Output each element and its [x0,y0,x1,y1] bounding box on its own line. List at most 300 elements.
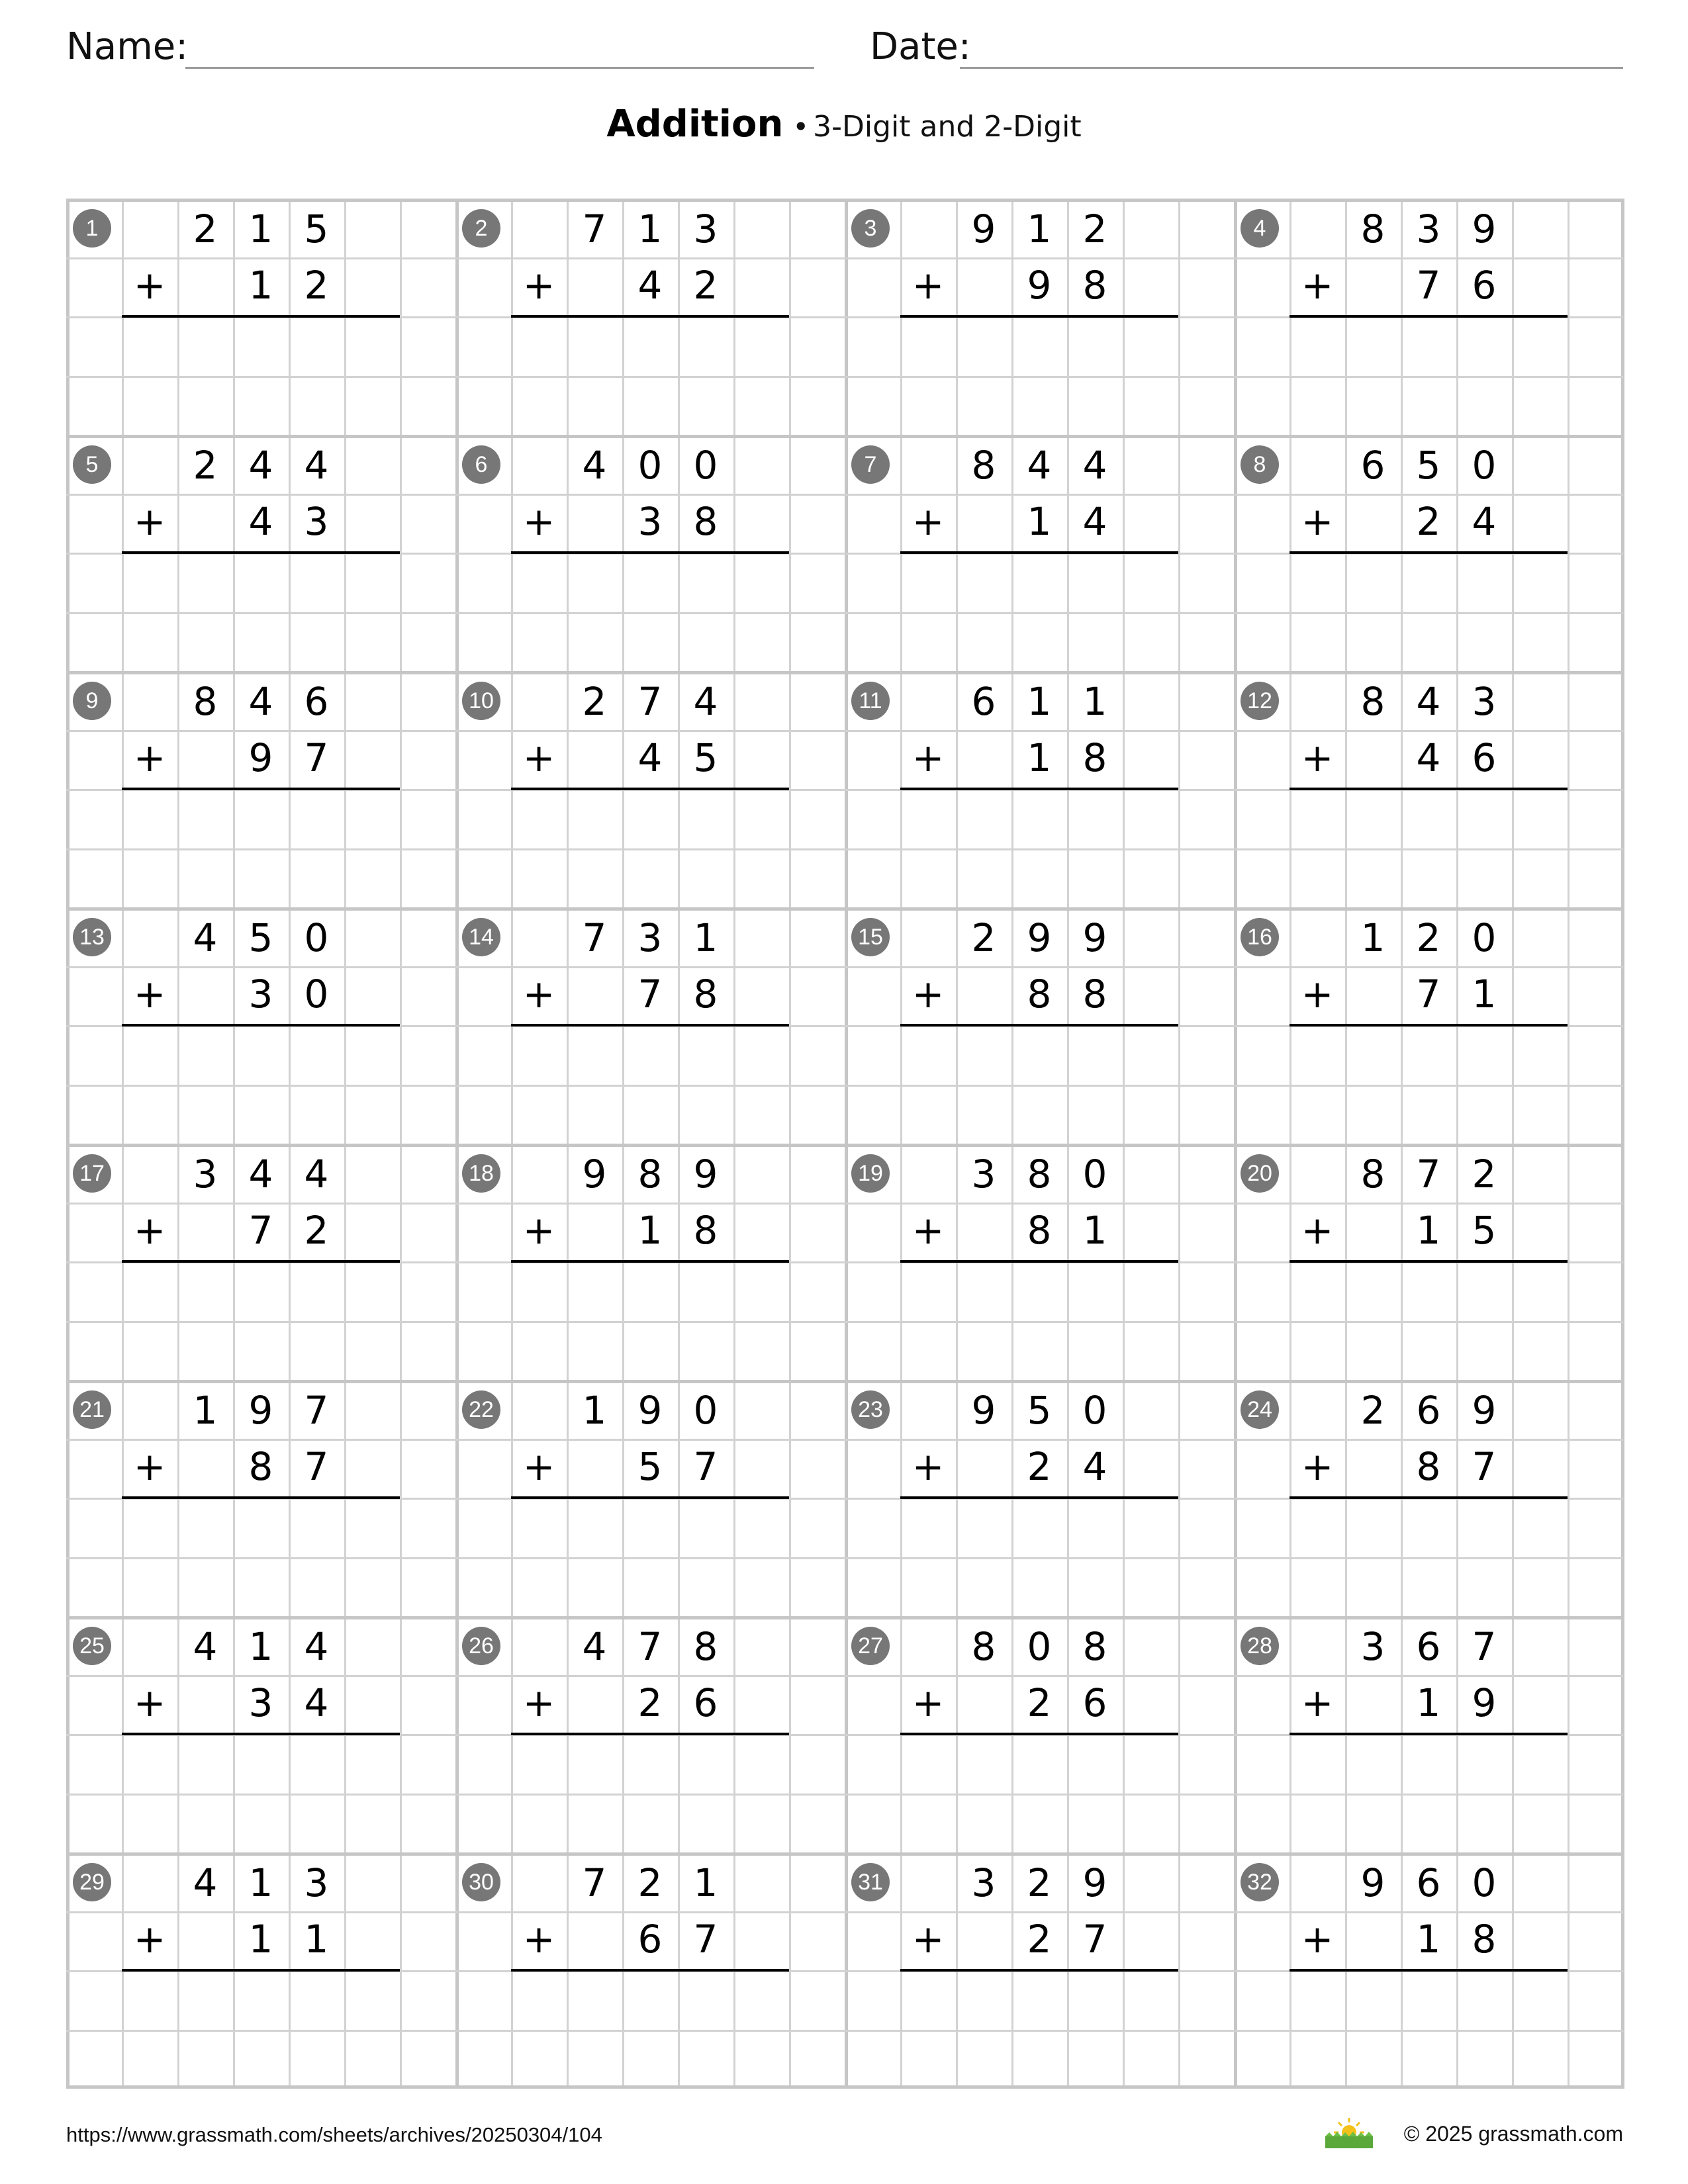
name-label: Name: [66,25,189,68]
bottom-addend-digit: 9 [1027,263,1052,308]
problem-28 [1234,1616,1623,1852]
top-addend-digit: 3 [637,915,663,960]
sum-line [900,315,1178,318]
problem-number-badge: 17 [73,1154,111,1193]
bottom-addend-digit: 6 [1472,735,1497,780]
answer-area[interactable] [900,1264,1178,1377]
top-addend-digit: 8 [971,1624,996,1669]
top-addend-digit: 9 [1360,1860,1385,1905]
plus-sign: + [1301,1208,1334,1253]
top-addend-digit: 4 [248,443,273,488]
bottom-addend-digit: 3 [248,1680,273,1725]
problem-number-badge: 19 [851,1154,890,1193]
top-addend-digit: 6 [1416,1624,1441,1669]
top-addend-digit: 1 [582,1388,607,1433]
bottom-addend-digit: 7 [1472,1444,1497,1489]
answer-area[interactable] [122,555,400,668]
top-addend-digit: 2 [1472,1152,1497,1197]
top-addend-digit: 4 [1082,443,1107,488]
top-addend-digit: 1 [248,1860,273,1905]
top-addend-digit: 9 [1082,1860,1107,1905]
bottom-addend-digit: 7 [304,1444,329,1489]
problem-29 [66,1852,455,2089]
problem-number-badge: 26 [462,1627,500,1665]
bottom-addend-digit: 8 [693,1208,718,1253]
bottom-addend-digit: 8 [1082,263,1107,308]
sum-line [122,1969,400,1972]
top-addend-digit: 2 [637,1860,663,1905]
answer-area[interactable] [900,555,1178,668]
bottom-addend-digit: 7 [1416,263,1441,308]
top-addend-digit: 0 [1027,1624,1052,1669]
answer-area[interactable] [1289,319,1568,432]
problem-19 [845,1144,1234,1380]
top-addend-digit: 4 [304,1152,329,1197]
problem-18 [455,1144,845,1380]
top-addend-digit: 4 [582,443,607,488]
bottom-addend-digit: 7 [304,735,329,780]
sum-line [1289,315,1568,318]
answer-area[interactable] [511,1737,789,1849]
problem-number-badge: 30 [462,1863,500,1901]
answer-area[interactable] [1289,1973,1568,2085]
top-addend-digit: 4 [1416,679,1441,724]
sum-line [1289,1496,1568,1499]
problem-number-badge: 16 [1241,918,1279,956]
sum-line [1289,1024,1568,1026]
problem-number-badge: 32 [1241,1863,1279,1901]
bottom-addend-digit: 4 [304,1680,329,1725]
bottom-addend-digit: 2 [1027,1917,1052,1962]
top-addend-digit: 4 [193,1860,218,1905]
problem-8 [1234,435,1623,671]
bottom-addend-digit: 3 [304,499,329,544]
bottom-addend-digit: 5 [693,735,718,780]
problem-17 [66,1144,455,1380]
answer-area[interactable] [1289,1737,1568,1849]
top-addend-digit: 1 [248,1624,273,1669]
plus-sign: + [1301,263,1334,308]
top-addend-digit: 3 [1416,206,1441,251]
plus-sign: + [133,1917,166,1962]
top-addend-digit: 4 [193,1624,218,1669]
bottom-addend-digit: 4 [1082,1444,1107,1489]
sum-line [900,1024,1178,1026]
top-addend-digit: 8 [193,679,218,724]
top-addend-digit: 4 [248,1152,273,1197]
bottom-addend-digit: 8 [1416,1444,1441,1489]
top-addend-digit: 9 [1472,206,1497,251]
answer-area[interactable] [900,319,1178,432]
top-addend-digit: 1 [248,206,273,251]
problem-number-badge: 28 [1241,1627,1279,1665]
problem-2 [455,199,845,435]
answer-area[interactable] [511,792,789,904]
bottom-addend-digit: 7 [637,972,663,1017]
problem-number-badge: 14 [462,918,500,956]
top-addend-digit: 4 [1027,443,1052,488]
sum-line [122,1733,400,1735]
sum-line [900,1496,1178,1499]
answer-area[interactable] [511,1264,789,1377]
bottom-addend-digit: 2 [637,1680,663,1725]
problem-12 [1234,671,1623,907]
top-addend-digit: 5 [1027,1388,1052,1433]
answer-area[interactable] [511,1500,789,1613]
bottom-addend-digit: 8 [1027,972,1052,1017]
answer-area[interactable] [122,792,400,904]
sum-line [900,1733,1178,1735]
top-addend-digit: 0 [637,443,663,488]
top-addend-digit: 1 [637,206,663,251]
top-addend-digit: 0 [1082,1152,1107,1197]
top-addend-digit: 7 [1472,1624,1497,1669]
problem-32 [1234,1852,1623,2089]
answer-area[interactable] [900,1028,1178,1140]
top-addend-digit: 6 [1416,1860,1441,1905]
problem-number-badge: 25 [73,1627,111,1665]
top-addend-digit: 8 [1360,679,1385,724]
top-addend-digit: 2 [1082,206,1107,251]
problem-9 [66,671,455,907]
plus-sign: + [1301,1444,1334,1489]
bottom-addend-digit: 1 [248,1917,273,1962]
sum-line [1289,1733,1568,1735]
top-addend-digit: 4 [693,679,718,724]
sum-line [511,1260,789,1263]
plus-sign: + [912,972,945,1017]
bottom-addend-digit: 7 [248,1208,273,1253]
top-addend-digit: 6 [971,679,996,724]
worksheet-title [0,103,1688,146]
top-addend-digit: 8 [1360,1152,1385,1197]
bottom-addend-digit: 1 [1416,1680,1441,1725]
problem-number-badge: 9 [73,682,111,720]
answer-area[interactable] [1289,1264,1568,1377]
problem-number-badge: 5 [73,445,111,484]
problem-31 [845,1852,1234,2089]
bottom-addend-digit: 1 [1027,735,1052,780]
top-addend-digit: 6 [304,679,329,724]
problem-grid [66,199,1623,2089]
problem-number-badge: 3 [851,209,890,248]
top-addend-digit: 6 [1360,443,1385,488]
top-addend-digit: 0 [1472,1860,1497,1905]
problem-number-badge: 18 [462,1154,500,1193]
top-addend-digit: 0 [693,443,718,488]
problem-number-badge: 12 [1241,682,1279,720]
bottom-addend-digit: 7 [1082,1917,1107,1962]
answer-area[interactable] [122,1264,400,1377]
bottom-addend-digit: 5 [637,1444,663,1489]
top-addend-digit: 3 [971,1860,996,1905]
answer-area[interactable] [511,319,789,432]
bottom-addend-digit: 7 [693,1917,718,1962]
bottom-addend-digit: 6 [693,1680,718,1725]
top-addend-digit: 3 [1360,1624,1385,1669]
name-line[interactable] [185,67,814,69]
top-addend-digit: 1 [1082,679,1107,724]
problem-number-badge: 2 [462,209,500,248]
bottom-addend-digit: 2 [304,263,329,308]
plus-sign: + [133,972,166,1017]
answer-area[interactable] [900,1973,1178,2085]
sum-line [122,551,400,554]
plus-sign: + [912,263,945,308]
problem-21 [66,1380,455,1616]
problem-5 [66,435,455,671]
date-line[interactable] [960,67,1623,69]
answer-area[interactable] [900,1500,1178,1613]
top-addend-digit: 5 [1416,443,1441,488]
bottom-addend-digit: 2 [304,1208,329,1253]
top-addend-digit: 3 [193,1152,218,1197]
problem-6 [455,435,845,671]
problem-number-badge: 6 [462,445,500,484]
top-addend-digit: 5 [248,915,273,960]
problem-4 [1234,199,1623,435]
problem-number-badge: 21 [73,1390,111,1429]
top-addend-digit: 7 [637,1624,663,1669]
top-addend-digit: 0 [1472,443,1497,488]
problem-number-badge: 10 [462,682,500,720]
top-addend-digit: 2 [1360,1388,1385,1433]
bottom-addend-digit: 0 [304,972,329,1017]
problem-11 [845,671,1234,907]
top-addend-digit: 7 [637,679,663,724]
sum-line [511,315,789,318]
plus-sign: + [912,1917,945,1962]
plus-sign: + [912,499,945,544]
top-addend-digit: 1 [1027,206,1052,251]
bottom-addend-digit: 1 [1082,1208,1107,1253]
problem-10 [455,671,845,907]
sum-line [511,1496,789,1499]
sum-line [900,551,1178,554]
plus-sign: + [133,499,166,544]
sum-line [511,1024,789,1026]
problem-number-badge: 31 [851,1863,890,1901]
sum-line [122,1260,400,1263]
problem-14 [455,907,845,1144]
bottom-addend-digit: 2 [1027,1444,1052,1489]
answer-area[interactable] [1289,555,1568,668]
problem-7 [845,435,1234,671]
top-addend-digit: 7 [1416,1152,1441,1197]
bottom-addend-digit: 4 [637,735,663,780]
bottom-addend-digit: 9 [1472,1680,1497,1725]
problem-24 [1234,1380,1623,1616]
plus-sign: + [133,263,166,308]
plus-sign: + [1301,1917,1334,1962]
problem-23 [845,1380,1234,1616]
bottom-addend-digit: 4 [248,499,273,544]
bottom-addend-digit: 5 [1472,1208,1497,1253]
top-addend-digit: 0 [304,915,329,960]
problem-number-badge: 8 [1241,445,1279,484]
bottom-addend-digit: 7 [693,1444,718,1489]
title-subtitle: 3-Digit and 2-Digit [813,110,1082,144]
bottom-addend-digit: 4 [1472,499,1497,544]
bottom-addend-digit: 4 [637,263,663,308]
sum-line [511,1969,789,1972]
top-addend-digit: 5 [304,206,329,251]
answer-area[interactable] [122,319,400,432]
top-addend-digit: 7 [582,1860,607,1905]
sum-line [1289,788,1568,790]
bottom-addend-digit: 8 [693,972,718,1017]
top-addend-digit: 9 [248,1388,273,1433]
top-addend-digit: 9 [1027,915,1052,960]
top-addend-digit: 8 [1360,206,1385,251]
bottom-addend-digit: 6 [1472,263,1497,308]
top-addend-digit: 7 [582,206,607,251]
top-addend-digit: 3 [971,1152,996,1197]
plus-sign: + [912,1680,945,1725]
answer-area[interactable] [1289,1028,1568,1140]
answer-area[interactable] [122,1973,400,2085]
top-addend-digit: 7 [304,1388,329,1433]
bottom-addend-digit: 1 [1416,1917,1441,1962]
problem-1 [66,199,455,435]
top-addend-digit: 2 [193,206,218,251]
bottom-addend-digit: 1 [1027,499,1052,544]
bottom-addend-digit: 1 [1416,1208,1441,1253]
plus-sign: + [133,735,166,780]
bottom-addend-digit: 8 [1082,972,1107,1017]
answer-area[interactable] [900,1737,1178,1849]
plus-sign: + [522,499,555,544]
plus-sign: + [522,972,555,1017]
top-addend-digit: 9 [971,1388,996,1433]
plus-sign: + [912,1444,945,1489]
problem-number-badge: 20 [1241,1154,1279,1193]
plus-sign: + [133,1208,166,1253]
top-addend-digit: 2 [582,679,607,724]
top-addend-digit: 4 [582,1624,607,1669]
top-addend-digit: 2 [1416,915,1441,960]
bottom-addend-digit: 1 [304,1917,329,1962]
sum-line [900,1969,1178,1972]
bottom-addend-digit: 2 [693,263,718,308]
problem-13 [66,907,455,1144]
top-addend-digit: 4 [304,443,329,488]
bottom-addend-digit: 7 [1416,972,1441,1017]
bottom-addend-digit: 9 [248,735,273,780]
problem-number-badge: 4 [1241,209,1279,248]
sum-line [122,1496,400,1499]
plus-sign: + [912,1208,945,1253]
problem-15 [845,907,1234,1144]
date-label: Date: [870,25,971,68]
top-addend-digit: 1 [693,915,718,960]
problem-25 [66,1616,455,1852]
top-addend-digit: 4 [248,679,273,724]
top-addend-digit: 3 [693,206,718,251]
top-addend-digit: 0 [1082,1388,1107,1433]
top-addend-digit: 6 [1416,1388,1441,1433]
top-addend-digit: 0 [1472,915,1497,960]
top-addend-digit: 1 [1360,915,1385,960]
problem-number-badge: 27 [851,1627,890,1665]
answer-area[interactable] [122,1737,400,1849]
plus-sign: + [133,1444,166,1489]
plus-sign: + [522,735,555,780]
sum-line [1289,551,1568,554]
top-addend-digit: 2 [193,443,218,488]
plus-sign: + [1301,499,1334,544]
sum-line [511,1733,789,1735]
top-addend-digit: 8 [1027,1152,1052,1197]
plus-sign: + [1301,735,1334,780]
plus-sign: + [522,1444,555,1489]
top-addend-digit: 8 [1082,1624,1107,1669]
top-addend-digit: 9 [971,206,996,251]
problem-30 [455,1852,845,2089]
top-addend-digit: 0 [693,1388,718,1433]
top-addend-digit: 1 [1027,679,1052,724]
top-addend-digit: 3 [304,1860,329,1905]
plus-sign: + [522,1917,555,1962]
top-addend-digit: 1 [693,1860,718,1905]
top-addend-digit: 7 [582,915,607,960]
answer-area[interactable] [122,1028,400,1140]
bottom-addend-digit: 3 [248,972,273,1017]
problem-22 [455,1380,845,1616]
problem-number-badge: 11 [851,682,890,720]
bottom-addend-digit: 6 [637,1917,663,1962]
problem-3 [845,199,1234,435]
answer-area[interactable] [900,792,1178,904]
plus-sign: + [1301,1680,1334,1725]
problem-number-badge: 13 [73,918,111,956]
title-separator: • [792,111,810,143]
problem-number-badge: 1 [73,209,111,248]
top-addend-digit: 2 [1027,1860,1052,1905]
problem-number-badge: 22 [462,1390,500,1429]
top-addend-digit: 9 [693,1152,718,1197]
plus-sign: + [522,1208,555,1253]
bottom-addend-digit: 3 [637,499,663,544]
top-addend-digit: 4 [193,915,218,960]
footer-url: https://www.grassmath.com/sheets/archives/20250304/104 [66,2123,602,2146]
footer-copyright: © 2025 grassmath.com [1403,2122,1623,2146]
answer-area[interactable] [1289,792,1568,904]
answer-area[interactable] [511,1973,789,2085]
problem-number-badge: 23 [851,1390,890,1429]
plus-sign: + [912,735,945,780]
bottom-addend-digit: 2 [1027,1680,1052,1725]
problem-number-badge: 29 [73,1863,111,1901]
answer-area[interactable] [511,1028,789,1140]
top-addend-digit: 8 [971,443,996,488]
sum-line [511,788,789,790]
answer-area[interactable] [511,555,789,668]
sum-line [511,551,789,554]
plus-sign: + [522,263,555,308]
top-addend-digit: 4 [304,1624,329,1669]
answer-area[interactable] [122,1500,400,1613]
plus-sign: + [1301,972,1334,1017]
bottom-addend-digit: 8 [1027,1208,1052,1253]
bottom-addend-digit: 1 [637,1208,663,1253]
answer-area[interactable] [1289,1500,1568,1613]
problem-16 [1234,907,1623,1144]
bottom-addend-digit: 8 [693,499,718,544]
plus-sign: + [522,1680,555,1725]
bottom-addend-digit: 2 [1416,499,1441,544]
problem-27 [845,1616,1234,1852]
